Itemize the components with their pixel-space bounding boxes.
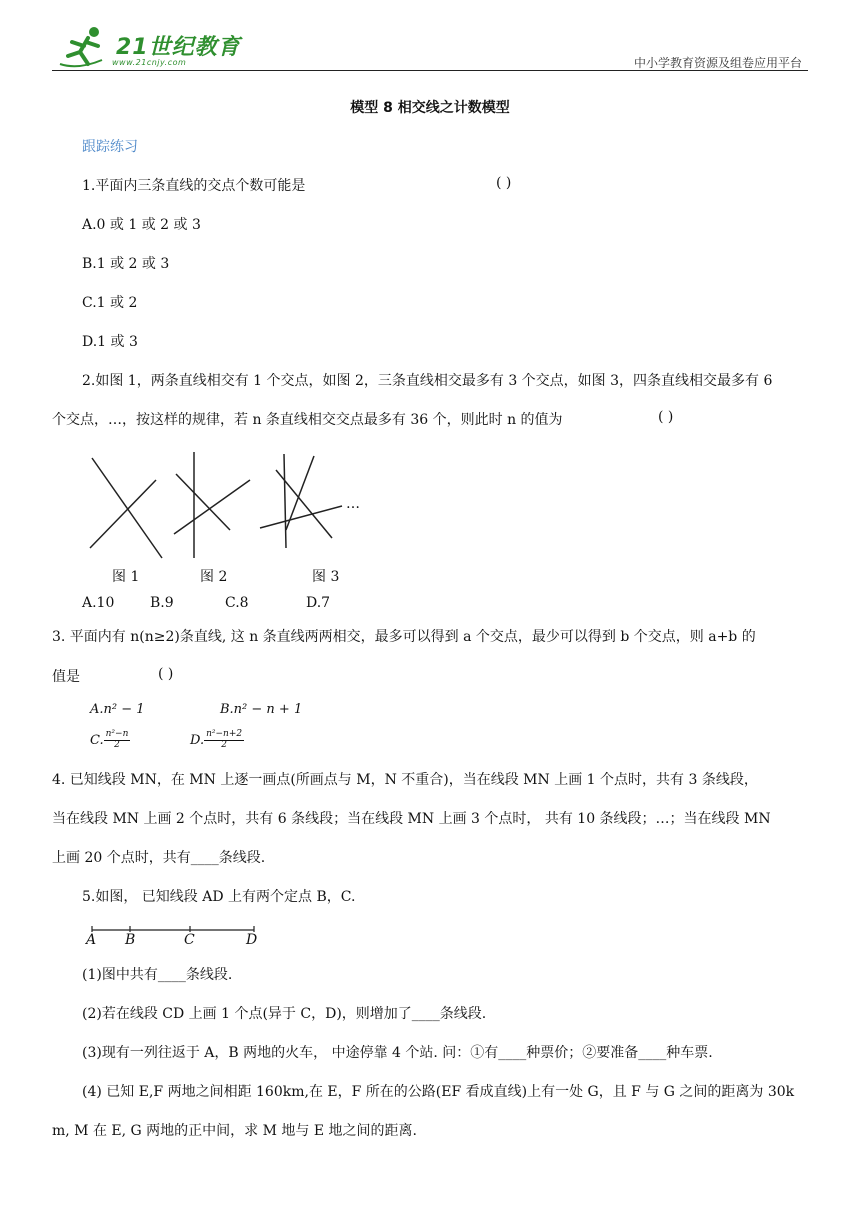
- q3-option-c: [90, 730, 130, 751]
- q3-option-c-fraction: [104, 730, 131, 751]
- q3-line2: 值是: [52, 669, 80, 685]
- q5-part4-line1: (4) 已知 E,F 两地之间相距 160km,在 E，F 所在的公路(EF 看成直线)上有一处 G，且 F 与 G 之间的距离为 30k: [82, 1084, 795, 1100]
- q4-line1: 4. 已知线段 MN，在 MN 上逐一画点(所画点与 M，N 不重合)，当在线段 MN 上画 1 个点时，共有 3 条线段，: [52, 772, 758, 788]
- header-divider: [52, 70, 808, 71]
- q1-stem: 1.平面内三条直线的交点个数可能是: [82, 178, 306, 194]
- fig-label-3: 图 3: [312, 569, 340, 585]
- fig-label-2: 图 2: [200, 569, 228, 585]
- q3-option-d-numerator: n²−n+2: [206, 729, 243, 739]
- point-label-a: A: [86, 932, 97, 948]
- q3-option-d-denominator: 2: [221, 739, 227, 750]
- fig3-line-1: [284, 454, 286, 548]
- q3-option-d: [190, 730, 244, 751]
- q5-segment-figure: [84, 924, 264, 938]
- q1-option-b: B.1 或 2 或 3: [82, 256, 170, 272]
- q2-answer-paren: ( ): [658, 409, 674, 425]
- fig2-line-2: [176, 474, 230, 530]
- q3-answer-paren: ( ): [158, 666, 174, 682]
- q2-line2: 个交点，…，按这样的规律，若 n 条直线相交交点最多有 36 个，则此时 n 的值为: [52, 412, 563, 428]
- logo-url: www.21cnjy.com: [112, 58, 187, 67]
- q1-answer-paren: ( ): [496, 175, 512, 191]
- q3-option-b: B.n² − n + 1: [220, 702, 303, 717]
- fig2-line-3: [174, 480, 250, 534]
- q3-option-a: A.n² − 1: [90, 702, 145, 717]
- q2-line1: 2.如图 1，两条直线相交有 1 个交点，如图 2，三条直线相交最多有 3 个交点，如图 3，四条直线相交最多有 6: [82, 373, 773, 389]
- fig-label-1: 图 1: [112, 569, 140, 585]
- runner-logo-icon: [58, 24, 118, 72]
- point-label-d: D: [246, 932, 258, 948]
- q5-part2: (2)若在线段 CD 上画 1 个点(异于 C，D)，则增加了____条线段.: [82, 1006, 487, 1022]
- q3-option-d-fraction: [204, 730, 244, 751]
- q5-part4-line2: m, M 在 E, G 两地的正中间，求 M 地与 E 地之间的距离.: [52, 1123, 417, 1139]
- q3-option-c-numerator: n²−n: [105, 729, 129, 739]
- logo-text: 21世纪教育: [116, 35, 241, 60]
- q2-option-c: C.8: [225, 595, 249, 611]
- fig3-line-4: [260, 506, 342, 528]
- q4-line3: 上画 20 个点时，共有____条线段.: [52, 850, 266, 866]
- q3-option-c-denominator: 2: [114, 739, 120, 750]
- platform-name: 中小学教育资源及组卷应用平台: [633, 56, 802, 70]
- q2-figures: [80, 444, 380, 564]
- q2-option-b: B.9: [150, 595, 174, 611]
- q3-option-c-prefix: C.: [90, 732, 104, 748]
- point-label-b: B: [125, 932, 136, 948]
- q5-part3: (3)现有一列往返于 A，B 两地的火车， 中途停靠 4 个站. 问：①有____种票价；②要准备____种车票.: [82, 1045, 713, 1061]
- q1-option-a: A.0 或 1 或 2 或 3: [82, 217, 201, 233]
- section-heading: 跟踪练习: [82, 139, 138, 155]
- fig1-line-1: [92, 458, 162, 558]
- q1-option-d: D.1 或 3: [82, 334, 138, 350]
- q2-option-a: A.10: [82, 595, 115, 611]
- fig1-line-2: [90, 480, 156, 548]
- fig3-line-3: [286, 456, 314, 530]
- figure-ellipsis: …: [346, 496, 360, 512]
- q3-option-d-prefix: D.: [190, 732, 205, 748]
- q2-option-d: D.7: [306, 595, 331, 611]
- page-title: 模型 8 相交线之计数模型: [350, 100, 510, 116]
- q5-stem: 5.如图， 已知线段 AD 上有两个定点 B，C.: [82, 889, 356, 905]
- q1-option-c: C.1 或 2: [82, 295, 138, 311]
- q3-line1: 3. 平面内有 n(n≥2)条直线, 这 n 条直线两两相交，最多可以得到 a 个交点，最少可以得到 b 个交点，则 a+b 的: [52, 629, 756, 645]
- q4-line2: 当在线段 MN 上画 2 个点时，共有 6 条线段；当在线段 MN 上画 3 个点时， 共有 10 条线段；…；当在线段 MN: [52, 811, 771, 827]
- q5-part1: (1)图中共有____条线段.: [82, 967, 233, 983]
- point-label-c: C: [184, 932, 195, 948]
